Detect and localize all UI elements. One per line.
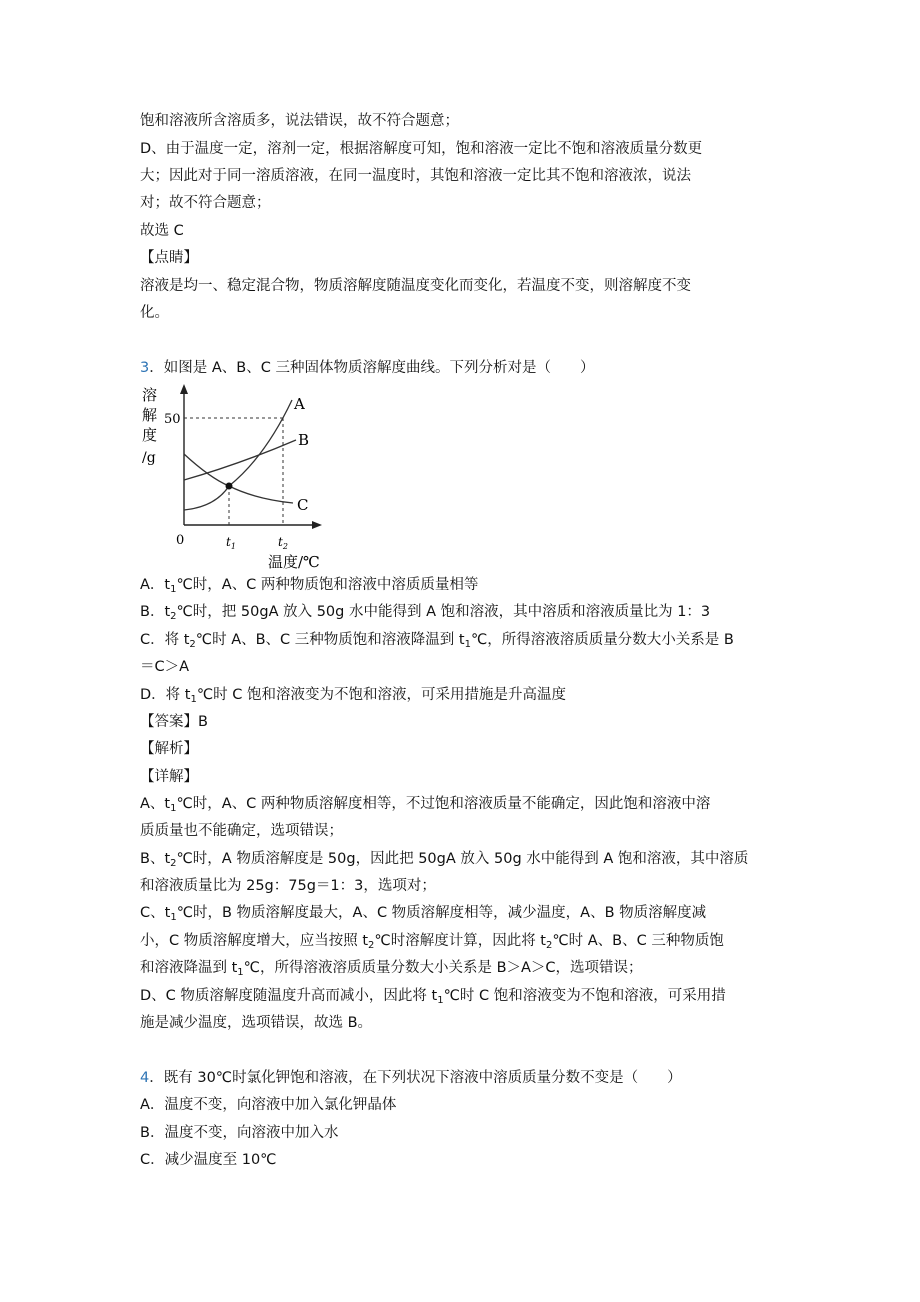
x-axis-arrow bbox=[312, 521, 322, 529]
y-axis-arrow bbox=[180, 384, 188, 394]
explain-line: 施是减少温度，选项错误，故选 B。 bbox=[140, 1015, 373, 1031]
solubility-chart bbox=[140, 382, 340, 572]
text-line: 化。 bbox=[140, 305, 169, 321]
explain-line: D、C 物质溶解度随温度升高而减小，因此将 $t_1℃$时 C 饱和溶液变为不饱和溶液，可采用措 bbox=[140, 988, 726, 1006]
explain-line: 和溶液降温到 $t_1℃$，所得溶液溶质质量分数大小关系是 B＞A＞C，选项错误； bbox=[140, 960, 643, 978]
origin-label: 0 bbox=[176, 533, 185, 548]
ylabel-char: /g bbox=[142, 450, 156, 466]
text-line: 大；因此对于同一溶质溶液，在同一温度时，其饱和溶液一定比其不饱和溶液浓，说法 bbox=[140, 168, 691, 184]
y-axis-label bbox=[142, 386, 157, 466]
option-a: A．温度不变，向溶液中加入氯化钾晶体 bbox=[140, 1097, 397, 1113]
text-line: 故选 C bbox=[140, 223, 184, 239]
option-b: B．$t_2℃$时，把 50gA 放入 50g 水中能得到 A 饱和溶液，其中溶质和溶液质量比为 1：3 bbox=[140, 604, 711, 622]
explain-line: B、$t_2℃$时，A 物质溶解度是 50g，因此把 50gA 放入 50g 水中能得到 A 饱和溶液，其中溶质 bbox=[140, 851, 749, 869]
x-tick-label: $t_1$ bbox=[226, 535, 236, 551]
series-a-curve bbox=[184, 400, 292, 510]
option-c: C．将 $t_2℃$时 A、B、C 三种物质饱和溶液降温到 $t_1℃$，所得溶液溶质质量分数大小关系是 B bbox=[140, 632, 734, 650]
question-stem bbox=[140, 358, 594, 378]
x-tick-label: $t_2$ bbox=[278, 535, 288, 551]
text-line: D、由于温度一定，溶剂一定，根据溶解度可知，饱和溶液一定比不饱和溶液质量分数更 bbox=[140, 141, 703, 157]
series-a-label: A bbox=[294, 395, 305, 413]
question-stem bbox=[140, 1068, 682, 1088]
intersection-point bbox=[226, 483, 233, 490]
explain-line: 小，C 物质溶解度增大，应当按照 $t_2℃$时溶解度计算，因此将 $t_2℃$时 A、B、C 三种物质饱 bbox=[140, 933, 724, 951]
option-d: D．将 $t_1℃$时 C 饱和溶液变为不饱和溶液，可采用措施是升高温度 bbox=[140, 687, 566, 705]
option-c: C．减少温度至 10℃ bbox=[140, 1152, 277, 1168]
section-heading: 【详解】 bbox=[140, 769, 198, 785]
text-line: 溶液是均一、稳定混合物，物质溶解度随温度变化而变化，若温度不变，则溶解度不变 bbox=[140, 278, 691, 294]
y-tick-label: 50 bbox=[164, 412, 181, 427]
series-b-curve bbox=[184, 440, 296, 480]
x-axis-label: 温度/℃ bbox=[268, 553, 320, 571]
option-c-cont: ＝C＞A bbox=[140, 659, 190, 675]
series-c-label: C bbox=[297, 496, 309, 514]
explain-line: 质质量也不能确定，选项错误； bbox=[140, 823, 343, 839]
question-text: ．如图是 A、B、C 三种固体物质溶解度曲线。下列分析对是（ ） bbox=[149, 360, 595, 376]
option-b: B．温度不变，向溶液中加入水 bbox=[140, 1125, 339, 1141]
series-b-label: B bbox=[298, 431, 310, 449]
text-line: 饱和溶液所含溶质多，说法错误，故不符合题意； bbox=[140, 113, 459, 129]
option-a: A．$t_1℃$时，A、C 两种物质饱和溶液中溶质质量相等 bbox=[140, 577, 479, 595]
section-heading: 【点睛】 bbox=[140, 250, 198, 266]
ylabel-char: 溶 bbox=[142, 386, 158, 404]
text-line: 对；故不符合题意； bbox=[140, 195, 271, 211]
ylabel-char: 解 bbox=[142, 406, 158, 424]
section-heading: 【解析】 bbox=[140, 741, 198, 757]
question-text: ．既有 30℃时氯化钾饱和溶液，在下列状况下溶液中溶质质量分数不变是（ ） bbox=[149, 1070, 682, 1086]
question-number: 3 bbox=[140, 360, 150, 376]
explain-line: 和溶液质量比为 25g：75g＝1：3，选项对； bbox=[140, 878, 436, 894]
answer-line: 【答案】B bbox=[140, 714, 208, 730]
question-number: 4 bbox=[140, 1070, 150, 1086]
ylabel-char: 度 bbox=[142, 426, 158, 444]
explain-line: A、$t_1℃$时，A、C 两种物质溶解度相等，不过饱和溶液质量不能确定，因此饱和溶液中溶 bbox=[140, 796, 711, 814]
explain-line: C、$t_1℃$时，B 物质溶解度最大，A、C 物质溶解度相等，减少温度，A、B 物质溶解度减 bbox=[140, 905, 707, 923]
